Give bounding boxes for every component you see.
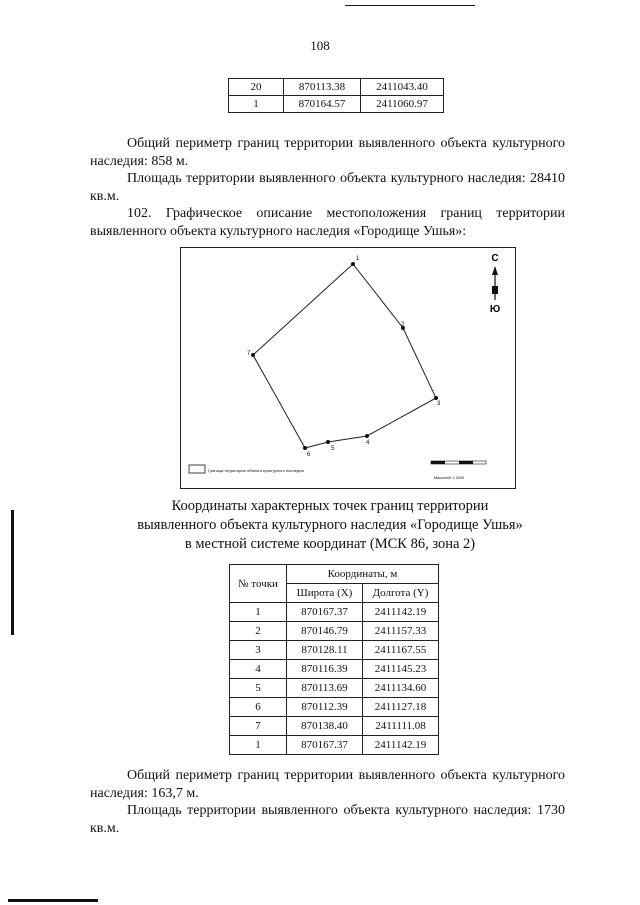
table-cell: 1 [230,603,287,622]
point-label: 7 [247,351,251,357]
table-row [230,717,439,736]
caption-line: выявленного объекта культурного наследия «Городище Ушья» [137,517,523,533]
table-cell: 2411157.33 [363,622,439,641]
vertex-marker [434,396,438,400]
table-cell: 870113.69 [287,679,363,698]
header-coords: Координаты, м [287,565,439,584]
table-cell: 3 [230,641,287,660]
table-cell: 870167.37 [287,736,363,755]
north-arrow [490,253,500,315]
page-number: 108 [310,38,330,53]
table-cell: 870116.39 [287,660,363,679]
point-label: 1 [356,256,360,262]
table-cell: 2411142.19 [363,736,439,755]
table-cell: 2411060.97 [361,96,444,113]
boundary-vertices [251,262,438,450]
table-cell: 1 [229,96,284,113]
table-cell: 870138.40 [287,717,363,736]
table-cell: 2411145.23 [363,660,439,679]
boundary-map [180,247,516,489]
table-cell: 2411111.08 [363,717,439,736]
boundary-polygon [253,264,436,448]
north-label: С [491,253,499,264]
table-cell: 870167.37 [287,603,363,622]
area-paragraph: Площадь территории выявленного объекта культурного наследия: 1730 кв.м. [90,803,565,836]
table-row [230,736,439,755]
table-row [230,641,439,660]
table-cell: 2411043.40 [361,79,444,96]
table-cell: 2411127.18 [363,698,439,717]
header-y: Долгота (Y) [363,584,439,603]
table-cell: 7 [230,717,287,736]
section-paragraph: 102. Графическое описание местоположения границ территории выявленного объекта культурного наследия «Городище Ушья»: [90,206,565,239]
table-cell: 20 [229,79,284,96]
table-cell: 2411142.19 [363,603,439,622]
point-label: 4 [366,440,370,446]
table-cell: 870146.79 [287,622,363,641]
header-x: Широта (X) [287,584,363,603]
table-row [230,660,439,679]
table-cell: 2411167.55 [363,641,439,660]
table-row [230,603,439,622]
arrow-up-icon [492,266,498,275]
table-cell: 6 [230,698,287,717]
caption-line: Координаты характерных точек границ территории [171,498,489,514]
table-row [229,79,444,96]
table-header-row [230,565,439,584]
top-coordinates-table [228,78,444,113]
point-label: 2 [401,322,405,328]
area-paragraph: Площадь территории выявленного объекта культурного наследия: 28410 кв.м. [90,171,565,204]
table-cell: 4 [230,660,287,679]
table-row [230,622,439,641]
header-point: № точки [230,565,287,603]
vertex-marker [303,446,307,450]
point-label: 5 [331,446,335,452]
table-cell: 5 [230,679,287,698]
table-cell: 870113.38 [284,79,361,96]
table-row [230,679,439,698]
vertex-marker [351,262,355,266]
map-legend [189,465,304,473]
scale-label: Масштаб 1:1500 [433,475,465,480]
caption-line: в местной системе координат (МСК 86, зона 2) [184,536,476,552]
table-cell: 870112.39 [287,698,363,717]
table-cell: 1 [230,736,287,755]
south-label: Ю [489,304,501,315]
perimeter-paragraph: Общий периметр границ территории выявленного объекта культурного наследия: 858 м. [90,136,565,169]
table-caption [120,497,540,554]
coordinates-table [229,564,439,755]
perimeter-paragraph: Общий периметр границ территории выявленного объекта культурного наследия: 163,7 м. [90,768,565,801]
vertex-marker [365,434,369,438]
scan-mark [11,510,14,635]
vertex-marker [326,440,330,444]
table-cell: 870164.57 [284,96,361,113]
point-label: 3 [437,401,441,407]
table-cell: 870128.11 [287,641,363,660]
scan-mark [345,5,475,6]
vertex-marker [251,353,255,357]
table-cell: 2411134.60 [363,679,439,698]
table-row [230,698,439,717]
point-label: 6 [307,452,311,458]
table-row [229,96,444,113]
table-cell: 2 [230,622,287,641]
scale-bar [431,461,486,480]
legend-text: Граница территории объекта культурного наследия [208,468,304,473]
scan-mark [8,899,98,902]
